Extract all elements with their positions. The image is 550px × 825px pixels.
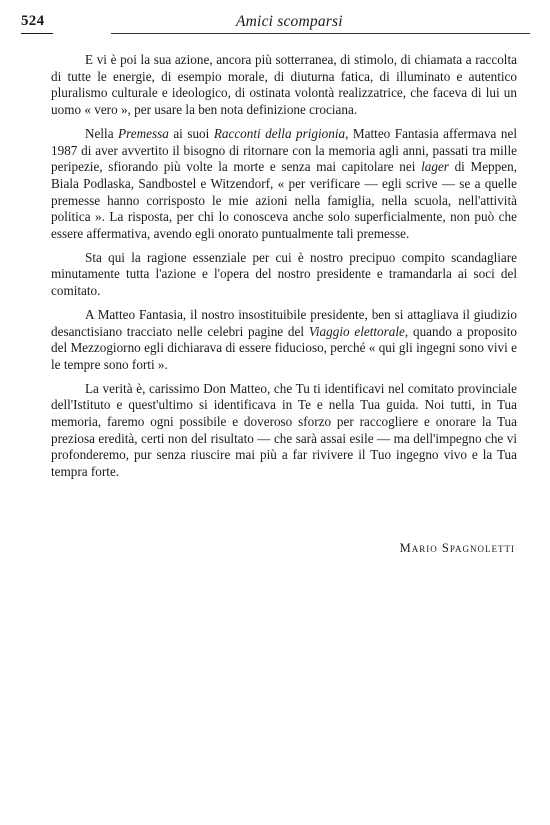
text-run: ai suoi <box>168 125 214 141</box>
italic-title-viaggio: Viaggio elettorale <box>308 323 405 339</box>
running-title: Amici scomparsi <box>233 13 346 31</box>
italic-title-racconti: Racconti della prigionia <box>213 125 346 141</box>
text-run: , Matteo Fantasia affermava nel 1987 di aver avvertito il bisogno di ritornare con la memoria agli anni, passati tra mille peripezie, sfiorando più volte la morte e senza mai capitolare nei <box>51 125 517 175</box>
paragraph-1: E vi è poi la sua azione, ancora più sotterranea, di stimolo, di chiamata a raccolta di tutte le energie, di esempio morale, di diuturna fatica, di illuminato e autentico pluralismo culturale e ideologico, di ostinata volontà realizzatrice, che faceva di lui un uomo « vero », per usare la ben nota definizione crociana. <box>51 52 517 118</box>
paragraph-2 <box>51 126 517 243</box>
italic-word-lager: lager <box>421 159 449 175</box>
text-run: A Matteo Fantasia, il nostro insostituibile presidente, ben si attagliava il giudizio desanctisiano tracciato nelle celebri pagine del <box>51 306 517 339</box>
text-run: di Meppen, Biala Podlaska, Sandbostel e Witzendorf, « per verificare — egli scrive — se a quelle premesse hanno corrisposto le mie azioni nella famiglia, nella scuola, nell'attività politica ». La risposta, per chi lo conosceva anche solo superficialmente, non può che essere affermativa, avendo egli onorato puntualmente tali premesse. <box>51 159 517 242</box>
author-signature: Mario Spagnoletti <box>399 541 515 555</box>
text-run: Nella <box>85 125 119 141</box>
page-number-underline <box>21 33 53 34</box>
page-header <box>21 13 530 35</box>
text-run: , quando a proposito del Mezzogiorno egli dichiarava di essere fiducioso, perché « qui gli ingegni sono vivi e le tempre sono forti ». <box>51 323 518 372</box>
body-text <box>51 52 517 481</box>
paragraph-4 <box>51 307 517 374</box>
page-number: 524 <box>21 13 45 29</box>
header-rule <box>111 33 530 34</box>
paragraph-5: La verità è, carissimo Don Matteo, che Tu ti identificavi nel comitato provinciale dell'Istituto e quest'ultimo si identificava in Te e nella Tua guida. Noi tutti, in Tua memoria, faremo ogni possibile e doveroso sforzo per raccogliere e onorare la Tua preziosa eredità, certi non del risultato — che sarà assai esile — ma dell'impegno che vi profonderemo, pur senza riuscire mai più a far rivivere il Tuo ingegno vivo e la Tua tempra forte. <box>51 380 517 480</box>
italic-title-premessa: Premessa <box>118 125 169 141</box>
paragraph-3: Sta qui la ragione essenziale per cui è nostro precipuo compito scandagliare minutamente tutta l'azione e l'opera del nostro presidente e tramandarla ai soci del comitato. <box>51 249 517 299</box>
